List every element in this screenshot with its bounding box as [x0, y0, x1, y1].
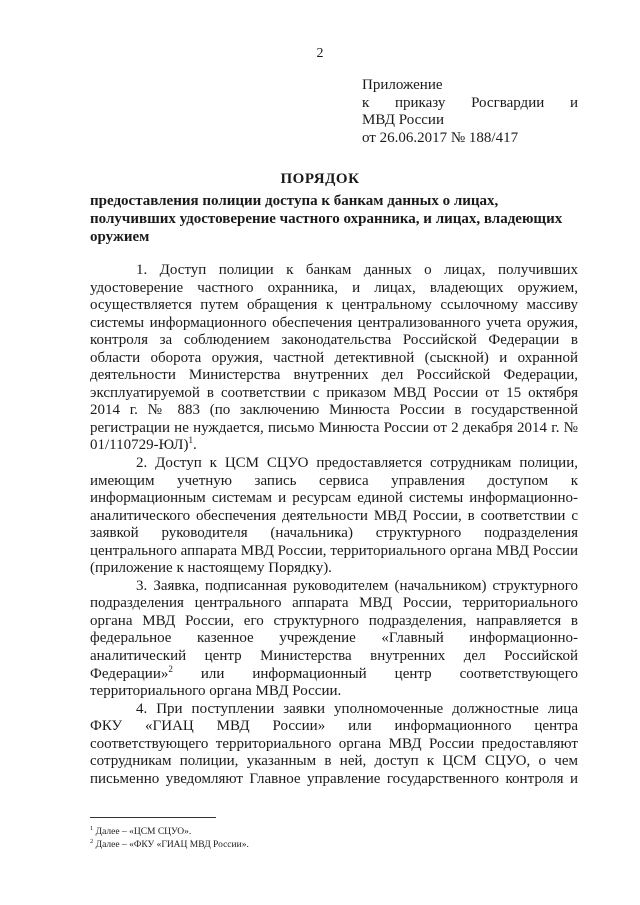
page-number: 2	[316, 46, 324, 61]
appendix-word: и	[569, 94, 578, 111]
appendix-line-3: МВД России	[362, 112, 444, 128]
appendix-word: Росгвардии	[471, 94, 545, 111]
footnote-ref-2: 2	[168, 663, 173, 674]
footnotes	[90, 826, 578, 851]
paragraph-3-text-b: или информационный центр соответствующего территориального органа МВД России.	[90, 665, 578, 700]
appendix-line-1: Приложение	[362, 77, 443, 93]
appendix-word: приказу	[394, 94, 446, 111]
appendix-block	[362, 77, 578, 147]
paragraph-4: 4. При поступлении заявки уполномоченные должностные лица ФКУ «ГИАЦ МВД России» или информационного центра соответствующего территориального органа МВД России предоставляют сотрудникам полиции, указанным в ней, доступ к ЦСМ СЦУО, о чем письменно уведомляют Главное управление государственного контроля и	[90, 700, 578, 787]
footnote-ref-1: 1	[188, 435, 193, 446]
paragraph-2: 2. Доступ к ЦСМ СЦУО предоставляется сотрудникам полиции, имеющим учетную запись сервиса управления доступом к информационным системам и ресурсам единой системы информационно-аналитического обеспечения деятельности МВД России, в соответствии с заявкой руководителя (начальника) структурного подразделения центрального аппарата МВД России, территориального органа МВД России (приложение к настоящему Порядку).	[90, 455, 578, 577]
footnote-divider	[90, 817, 216, 818]
document-subtitle: предоставления полиции доступа к банкам данных о лицах, получивших удостоверение частного охранника, и лицах, владеющих оружием	[90, 193, 563, 245]
paragraph-1-end: .	[192, 437, 197, 454]
footnote-2-number: 2	[90, 837, 94, 845]
appendix-line-2	[362, 95, 578, 113]
footnote-1-number: 1	[90, 824, 94, 832]
footnote-2	[90, 839, 578, 852]
document-body	[90, 262, 578, 788]
appendix-word: к	[362, 94, 370, 111]
appendix-line-4: от 26.06.2017 № 188/417	[362, 129, 519, 146]
paragraph-3-text-a: 3. Заявка, подписанная руководителем (начальником) структурного подразделения центрального аппарата МВД России, территориального органа МВД России, его структурного подразделения, направляется в федеральное казенное учреждение «Главный информационно-аналитический центр Министерства внутренних дел Российской Федерации»	[90, 577, 578, 682]
footnote-2-text: Далее – «ФКУ «ГИАЦ МВД России».	[93, 839, 249, 850]
paragraph-3	[90, 578, 578, 701]
paragraph-1-text: 1. Доступ полиции к банкам данных о лицах, получивших удостоверение частного охранника, и лицах, владеющих оружием, осуществляется путем обращения к центральному ссылочному массиву системы информационного обеспечения централизованного учета оружия, контроля за соблюдением законодательства Российской Федерации в области оборота оружия, частной детективной (сыскной) и охранной деятельности Министерства внутренних дел Российской Федерации, эксплуатируемой в соответствии с приказом МВД России от 15 октября 2014 г. № 883 (по заключению Минюста России в государственной регистрации не нуждается, письмо Минюста России от 2 декабря 2014 г. № 01/110729-ЮЛ)	[90, 262, 578, 454]
paragraph-1	[90, 262, 578, 455]
footnote-1	[90, 826, 578, 839]
footnote-1-text: Далее – «ЦСМ СЦУО».	[93, 827, 192, 837]
document-title: ПОРЯДОК	[280, 171, 360, 187]
